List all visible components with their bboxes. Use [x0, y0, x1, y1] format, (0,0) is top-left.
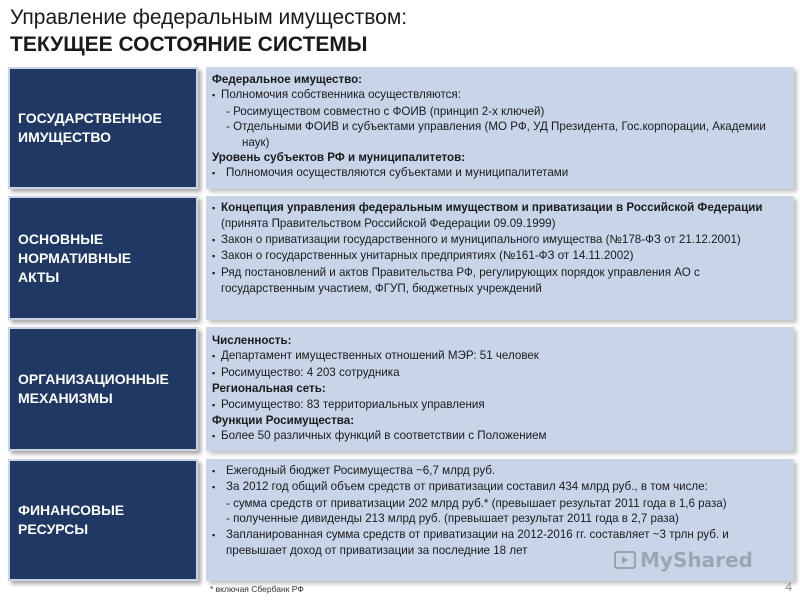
- bullet-item: ▪ Запланированная сумма средств от приватизации на 2012-2016 гг. составляет ~3 трлн руб. и превышает доход от приватизации за последние 18 лет: [212, 527, 786, 559]
- subheading: Уровень субъектов РФ и муниципалитетов:: [212, 151, 466, 165]
- dash-item: - полученные дивиденды 213 млрд руб. (превышает результат 2011 года в 2,7 раза): [226, 512, 679, 526]
- bullet-item: ▪ Полномочия собственника осуществляются:: [212, 87, 786, 103]
- subheading: Региональная сеть:: [212, 382, 326, 396]
- section-label: ОРГАНИЗАЦИОННЫЕ МЕХАНИЗМЫ: [8, 327, 198, 451]
- bullet-item: ▪ Департамент имущественных отношений МЭР: 51 человек: [212, 348, 786, 364]
- page-number: 4: [785, 580, 792, 594]
- title-line2: ТЕКУЩЕЕ СОСТОЯНИЕ СИСТЕМЫ: [10, 33, 368, 56]
- dash-item: - сумма средств от приватизации 202 млрд руб.* (превышает результат 2011 года в 1,6 раза): [226, 496, 727, 510]
- page-title: [10, 4, 407, 58]
- concept-title: Концепция управления федеральным имуществом и приватизации в Российской Федерации: [221, 201, 763, 214]
- section-panel: [206, 196, 794, 320]
- footnote: * включая Сбербанк РФ: [210, 584, 304, 594]
- subheading: Федеральное имущество:: [212, 73, 363, 86]
- section-label: ФИНАНСОВЫЕ РЕСУРСЫ: [8, 459, 198, 581]
- watermark-text: MyShared: [640, 548, 753, 572]
- bullet-item: ▪ Росимущество: 4 203 сотрудника: [212, 365, 786, 381]
- dash-item: - Отдельными ФОИВ и субъектами управления (МО РФ, УД Президента, Гос.корпорации, Академии наук): [226, 120, 766, 149]
- bullet-item: ▪ Закон о государственных унитарных предприятиях (№161-ФЗ от 14.11.2002): [212, 248, 786, 264]
- bullet-item: ▪ Полномочия осуществляются субъектами и муниципалитетами: [212, 165, 786, 181]
- concept-note: (принята Правительством Российской Федерации 09.09.1999): [221, 217, 556, 231]
- section-state-property: [8, 67, 794, 189]
- bullet-item: [212, 200, 786, 232]
- section-panel: [206, 67, 794, 189]
- subheading: Численность:: [212, 334, 292, 347]
- section-normative-acts: [8, 196, 794, 320]
- section-org-mechanisms: [8, 327, 794, 451]
- title-line1: Управление федеральным имуществом:: [10, 6, 408, 29]
- bullet-item: ▪ За 2012 год общий объем средств от приватизации составил 434 млрд руб., в том числе:: [212, 479, 786, 495]
- play-icon: [614, 551, 636, 569]
- bullet-item: ▪ Более 50 различных функций в соответствии с Положением: [212, 428, 786, 444]
- subheading: Функции Росимущества:: [212, 414, 355, 428]
- bullet-item: ▪ Ряд постановлений и актов Правительства РФ, регулирующих порядок управления АО с государственным участием, ФГУП, бюджетных учреждений: [212, 265, 786, 297]
- dash-item: - Росимуществом совместно с ФОИВ (принцип 2-х ключей): [226, 104, 545, 118]
- watermark: [614, 548, 753, 572]
- bullet-item: ▪ Ежегодный бюджет Росимущества ~6,7 млрд руб.: [212, 463, 786, 479]
- section-panel: [206, 327, 794, 451]
- bullet-item: ▪ Росимущество: 83 территориальных управления: [212, 397, 786, 413]
- section-label: ОСНОВНЫЕ НОРМАТИВНЫЕ АКТЫ: [8, 196, 198, 320]
- section-label: ГОСУДАРСТВЕННОЕ ИМУЩЕСТВО: [8, 67, 198, 189]
- bullet-item: ▪ Закон о приватизации государственного и муниципального имущества (№178-ФЗ от 21.12.2001): [212, 232, 786, 248]
